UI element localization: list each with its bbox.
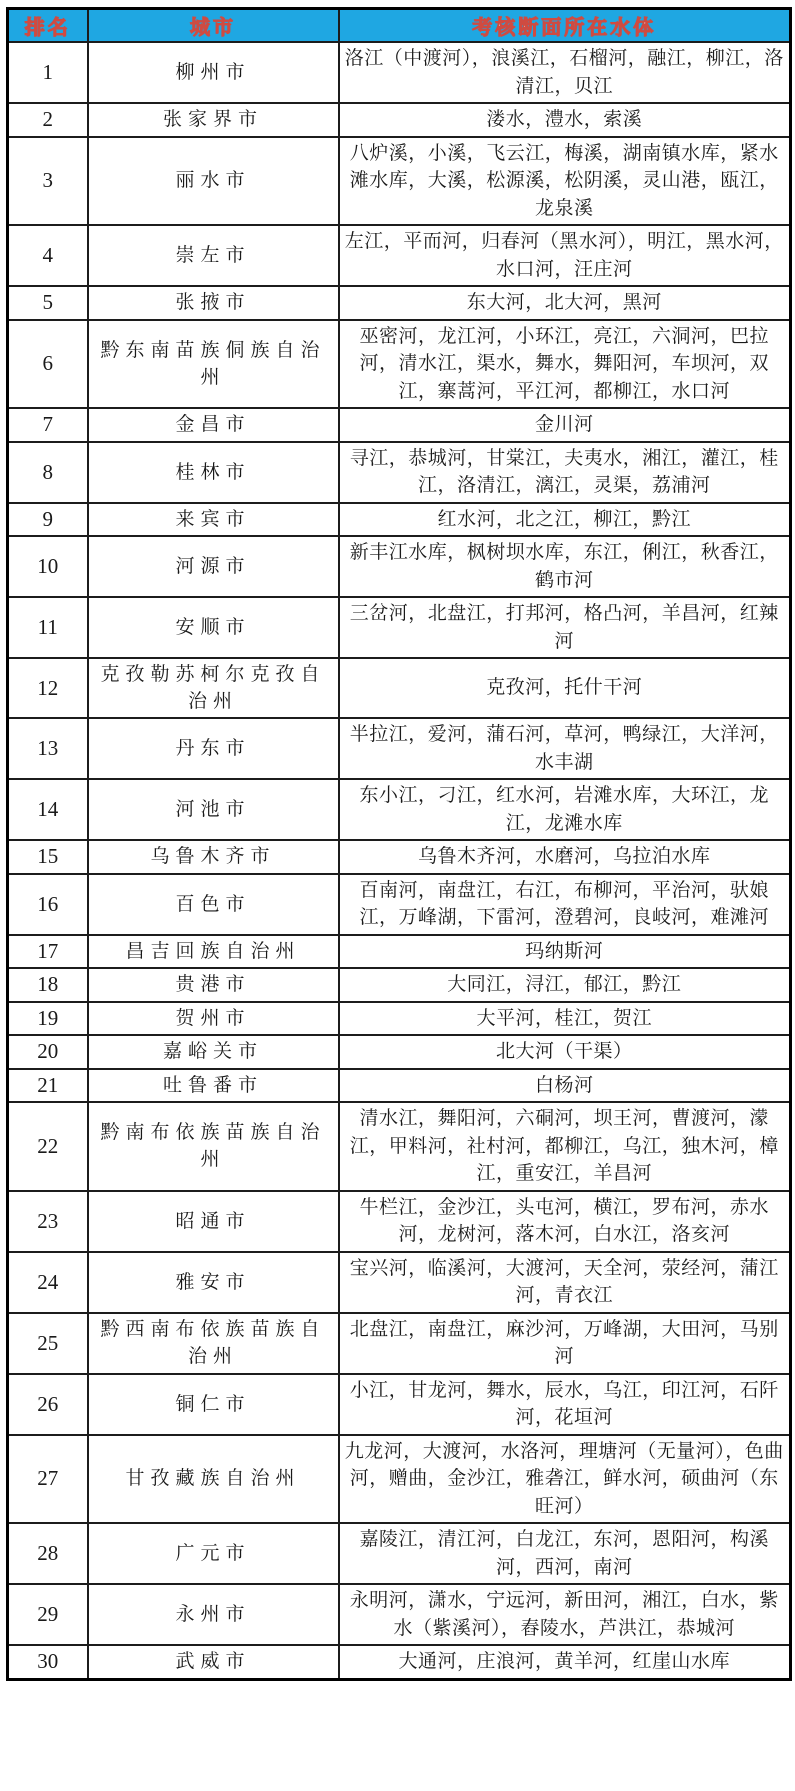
rank-cell: 14 xyxy=(8,779,88,840)
rank-cell: 1 xyxy=(8,42,88,103)
rank-cell: 7 xyxy=(8,408,88,442)
table-row xyxy=(8,874,791,935)
rank-cell: 9 xyxy=(8,503,88,537)
table-row xyxy=(8,137,791,226)
rank-cell: 10 xyxy=(8,536,88,597)
rank-cell: 25 xyxy=(8,1313,88,1374)
table-row xyxy=(8,103,791,137)
city-cell: 河源市 xyxy=(88,536,339,597)
waters-cell: 大同江，浔江，郁江，黔江 xyxy=(339,968,791,1002)
city-cell: 昭通市 xyxy=(88,1191,339,1252)
table-row xyxy=(8,320,791,409)
waters-cell: 永明河，潇水，宁远河，新田河，湘江，白水，紫水（紫溪河），舂陵水，芦洪江，恭城河 xyxy=(339,1584,791,1645)
city-cell: 广元市 xyxy=(88,1523,339,1584)
waters-cell: 九龙河，大渡河，水洛河，理塘河（无量河），色曲河，赠曲，金沙江，雅砻江，鲜水河，硕曲河（东旺河） xyxy=(339,1435,791,1524)
city-cell: 武威市 xyxy=(88,1645,339,1679)
table-row xyxy=(8,1435,791,1524)
table-row xyxy=(8,442,791,503)
waters-cell: 巫密河，龙江河，小环江，亮江，六洞河，巴拉河，清水江，渠水，舞水，舞阳河，车坝河，双江，寨蒿河，平江河，都柳江，水口河 xyxy=(339,320,791,409)
table-row xyxy=(8,1374,791,1435)
waters-cell: 东小江，刁江，红水河，岩滩水库，大环江，龙江，龙滩水库 xyxy=(339,779,791,840)
waters-cell: 大平河，桂江，贺江 xyxy=(339,1002,791,1036)
city-cell: 丹东市 xyxy=(88,718,339,779)
table-row xyxy=(8,1069,791,1103)
waters-cell: 宝兴河，临溪河，大渡河，天全河，荥经河，蒲江河，青衣江 xyxy=(339,1252,791,1313)
rank-cell: 4 xyxy=(8,225,88,286)
table-row xyxy=(8,718,791,779)
waters-cell: 半拉江，爱河，蒲石河，草河，鸭绿江，大洋河，水丰湖 xyxy=(339,718,791,779)
waters-cell: 白杨河 xyxy=(339,1069,791,1103)
table-row xyxy=(8,536,791,597)
city-cell: 安顺市 xyxy=(88,597,339,658)
city-cell: 贺州市 xyxy=(88,1002,339,1036)
rank-cell: 12 xyxy=(8,658,88,718)
rank-cell: 13 xyxy=(8,718,88,779)
city-water-ranking-table xyxy=(6,7,792,1681)
city-cell: 贵港市 xyxy=(88,968,339,1002)
waters-cell: 红水河，北之江，柳江，黔江 xyxy=(339,503,791,537)
city-cell: 黔西南布依族苗族自治州 xyxy=(88,1313,339,1374)
table-row xyxy=(8,1191,791,1252)
rank-cell: 24 xyxy=(8,1252,88,1313)
rank-cell: 22 xyxy=(8,1102,88,1191)
city-cell: 克孜勒苏柯尔克孜自治州 xyxy=(88,658,339,718)
waters-cell: 三岔河，北盘江，打邦河，格凸河，羊昌河，红辣河 xyxy=(339,597,791,658)
table-row xyxy=(8,779,791,840)
city-header: 城市 xyxy=(88,9,339,43)
waters-cell: 小江，甘龙河，舞水，辰水，乌江，印江河，石阡河，花垣河 xyxy=(339,1374,791,1435)
city-cell: 嘉峪关市 xyxy=(88,1035,339,1069)
city-cell: 吐鲁番市 xyxy=(88,1069,339,1103)
table-row xyxy=(8,1313,791,1374)
rank-cell: 19 xyxy=(8,1002,88,1036)
waters-cell: 克孜河，托什干河 xyxy=(339,658,791,718)
city-cell: 柳州市 xyxy=(88,42,339,103)
rank-cell: 29 xyxy=(8,1584,88,1645)
rank-cell: 18 xyxy=(8,968,88,1002)
table-row xyxy=(8,1645,791,1679)
city-cell: 永州市 xyxy=(88,1584,339,1645)
waters-cell: 百南河，南盘江，右江，布柳河，平治河，驮娘江，万峰湖，下雷河，澄碧河，良岐河，难滩河 xyxy=(339,874,791,935)
city-cell: 乌鲁木齐市 xyxy=(88,840,339,874)
header-row xyxy=(8,9,791,43)
table-row xyxy=(8,1523,791,1584)
waters-cell: 洛江（中渡河），浪溪江，石榴河，融江，柳江，洛清江，贝江 xyxy=(339,42,791,103)
waters-cell: 玛纳斯河 xyxy=(339,935,791,969)
table-row xyxy=(8,968,791,1002)
city-cell: 昌吉回族自治州 xyxy=(88,935,339,969)
city-cell: 崇左市 xyxy=(88,225,339,286)
rank-cell: 16 xyxy=(8,874,88,935)
table-row xyxy=(8,840,791,874)
table-row xyxy=(8,286,791,320)
table-row xyxy=(8,1584,791,1645)
waters-cell: 寻江，恭城河，甘棠江，夫夷水，湘江，灌江，桂江，洛清江，漓江，灵渠，荔浦河 xyxy=(339,442,791,503)
rank-cell: 23 xyxy=(8,1191,88,1252)
table-row xyxy=(8,1252,791,1313)
rank-cell: 11 xyxy=(8,597,88,658)
rank-cell: 2 xyxy=(8,103,88,137)
table-row xyxy=(8,42,791,103)
city-cell: 金昌市 xyxy=(88,408,339,442)
table-row xyxy=(8,225,791,286)
waters-cell: 嘉陵江，清江河，白龙江，东河，恩阳河，构溪河，西河，南河 xyxy=(339,1523,791,1584)
city-cell: 黔东南苗族侗族自治州 xyxy=(88,320,339,409)
rank-cell: 3 xyxy=(8,137,88,226)
waters-cell: 八炉溪，小溪，飞云江，梅溪，湖南镇水库，紧水滩水库，大溪，松源溪，松阴溪，灵山港，瓯江，龙泉溪 xyxy=(339,137,791,226)
city-cell: 丽水市 xyxy=(88,137,339,226)
city-cell: 张家界市 xyxy=(88,103,339,137)
table-row xyxy=(8,1002,791,1036)
rank-header: 排名 xyxy=(8,9,88,43)
city-cell: 来宾市 xyxy=(88,503,339,537)
rank-cell: 5 xyxy=(8,286,88,320)
rank-cell: 6 xyxy=(8,320,88,409)
rank-cell: 26 xyxy=(8,1374,88,1435)
waters-cell: 左江，平而河，归春河（黑水河），明江，黑水河，水口河，汪庄河 xyxy=(339,225,791,286)
rank-cell: 15 xyxy=(8,840,88,874)
city-cell: 河池市 xyxy=(88,779,339,840)
waters-cell: 东大河，北大河，黑河 xyxy=(339,286,791,320)
waters-cell: 金川河 xyxy=(339,408,791,442)
rank-cell: 20 xyxy=(8,1035,88,1069)
table-row xyxy=(8,658,791,718)
city-cell: 铜仁市 xyxy=(88,1374,339,1435)
city-cell: 张掖市 xyxy=(88,286,339,320)
table-row xyxy=(8,935,791,969)
rank-cell: 30 xyxy=(8,1645,88,1679)
table-row xyxy=(8,1102,791,1191)
city-cell: 雅安市 xyxy=(88,1252,339,1313)
rank-cell: 27 xyxy=(8,1435,88,1524)
waters-cell: 溇水，澧水，索溪 xyxy=(339,103,791,137)
waters-cell: 乌鲁木齐河，水磨河，乌拉泊水库 xyxy=(339,840,791,874)
waters-header: 考核断面所在水体 xyxy=(339,9,791,43)
rank-cell: 17 xyxy=(8,935,88,969)
table-row xyxy=(8,408,791,442)
city-cell: 甘孜藏族自治州 xyxy=(88,1435,339,1524)
city-cell: 百色市 xyxy=(88,874,339,935)
table-row xyxy=(8,503,791,537)
rank-cell: 21 xyxy=(8,1069,88,1103)
waters-cell: 大通河，庄浪河，黄羊河，红崖山水库 xyxy=(339,1645,791,1679)
city-cell: 黔南布依族苗族自治州 xyxy=(88,1102,339,1191)
rank-cell: 8 xyxy=(8,442,88,503)
table-row xyxy=(8,1035,791,1069)
waters-cell: 北大河（干渠） xyxy=(339,1035,791,1069)
table-row xyxy=(8,597,791,658)
waters-cell: 新丰江水库，枫树坝水库，东江，俐江，秋香江，鹤市河 xyxy=(339,536,791,597)
waters-cell: 清水江，舞阳河，六硐河，坝王河，曹渡河，濛江，甲料河，社村河，都柳江，乌江，独木河，樟江，重安江，羊昌河 xyxy=(339,1102,791,1191)
city-cell: 桂林市 xyxy=(88,442,339,503)
waters-cell: 牛栏江，金沙江，头屯河，横江，罗布河，赤水河，龙树河，落木河，白水江，洛亥河 xyxy=(339,1191,791,1252)
rank-cell: 28 xyxy=(8,1523,88,1584)
waters-cell: 北盘江，南盘江，麻沙河，万峰湖，大田河，马别河 xyxy=(339,1313,791,1374)
